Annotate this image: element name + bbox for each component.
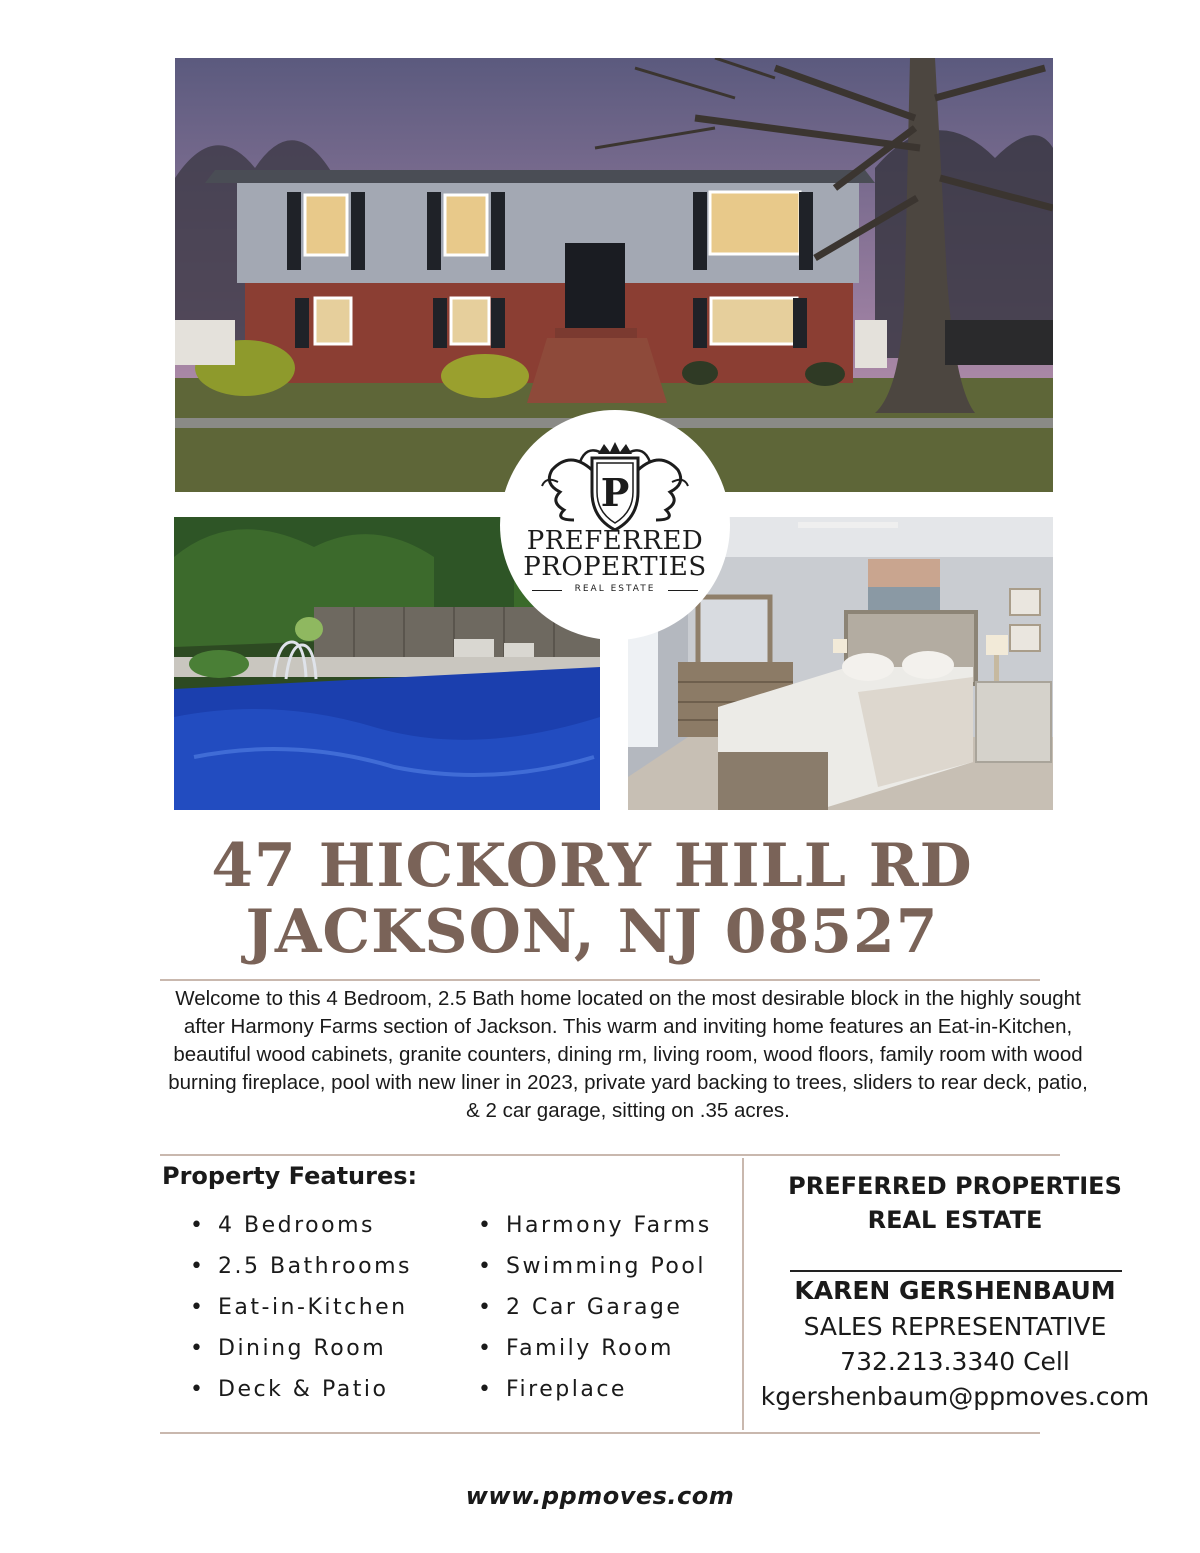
bullet-icon: • (190, 1254, 206, 1279)
address-city: JACKSON, NJ 08527 (245, 897, 939, 967)
feature-label: Dining Room (218, 1336, 387, 1361)
feature-item (190, 1205, 412, 1246)
signature-line (790, 1270, 1122, 1272)
preferred-properties-logo (502, 412, 728, 638)
agent-phone[interactable]: 732.213.3340 Cell (840, 1347, 1070, 1376)
bullet-icon: • (478, 1295, 494, 1320)
feature-item (478, 1287, 712, 1328)
bullet-icon: • (478, 1254, 494, 1279)
logo-line2: PROPERTIES (523, 552, 707, 582)
agent-email[interactable]: kgershenbaum@ppmoves.com (760, 1382, 1150, 1411)
bullet-icon: • (190, 1213, 206, 1238)
bullet-icon: • (190, 1295, 206, 1320)
feature-item (190, 1246, 412, 1287)
features-list-right (478, 1205, 712, 1410)
feature-item (478, 1328, 712, 1369)
feature-item (478, 1369, 712, 1410)
brokerage-name: PREFERRED PROPERTIES (788, 1172, 1122, 1200)
agent-name: KAREN GERSHENBAUM (794, 1276, 1116, 1305)
feature-label: Family Room (506, 1336, 674, 1361)
divider-middle (160, 1154, 1060, 1156)
feature-item (478, 1205, 712, 1246)
feature-item (190, 1287, 412, 1328)
logo-subtitle: REAL ESTATE (532, 584, 698, 594)
bullet-icon: • (478, 1336, 494, 1361)
feature-label: Harmony Farms (506, 1213, 712, 1238)
feature-label: Fireplace (506, 1377, 627, 1402)
feature-item (190, 1328, 412, 1369)
feature-item (478, 1246, 712, 1287)
feature-label: 2.5 Bathrooms (218, 1254, 412, 1279)
bullet-icon: • (478, 1213, 494, 1238)
bullet-icon: • (478, 1377, 494, 1402)
features-list-left (190, 1205, 412, 1410)
bullet-icon: • (190, 1336, 206, 1361)
crest-icon (540, 440, 690, 538)
agent-title: SALES REPRESENTATIVE (803, 1312, 1107, 1341)
website-link[interactable]: www.ppmoves.com (465, 1482, 735, 1510)
logo-monogram: P (600, 470, 630, 515)
address-street: 47 HICKORY HILL RD (211, 831, 973, 901)
property-description: Welcome to this 4 Bedroom, 2.5 Bath home located on the most desirable block in the highly sought after Harmony Farms section of Jackson. This warm and inviting home features an Eat-in-Kitchen, beautiful wood cabinets, granite counters, dining rm, living room, wood floors, family room with wood burning fireplace, pool with new liner in 2023, private yard backing to trees, sliders to rear deck, patio, & 2 car garage, sitting on .35 acres. (168, 987, 1088, 1122)
brokerage-name-line2: REAL ESTATE (867, 1206, 1043, 1234)
feature-label: 4 Bedrooms (218, 1213, 375, 1238)
feature-item (190, 1369, 412, 1410)
feature-label: Eat-in-Kitchen (218, 1295, 408, 1320)
feature-label: Swimming Pool (506, 1254, 706, 1279)
features-heading: Property Features: (162, 1162, 418, 1190)
divider-top (160, 979, 1040, 981)
bullet-icon: • (190, 1377, 206, 1402)
divider-bottom (160, 1432, 1040, 1434)
feature-label: Deck & Patio (218, 1377, 389, 1402)
feature-label: 2 Car Garage (506, 1295, 683, 1320)
logo-line1: PREFERRED (526, 526, 704, 556)
